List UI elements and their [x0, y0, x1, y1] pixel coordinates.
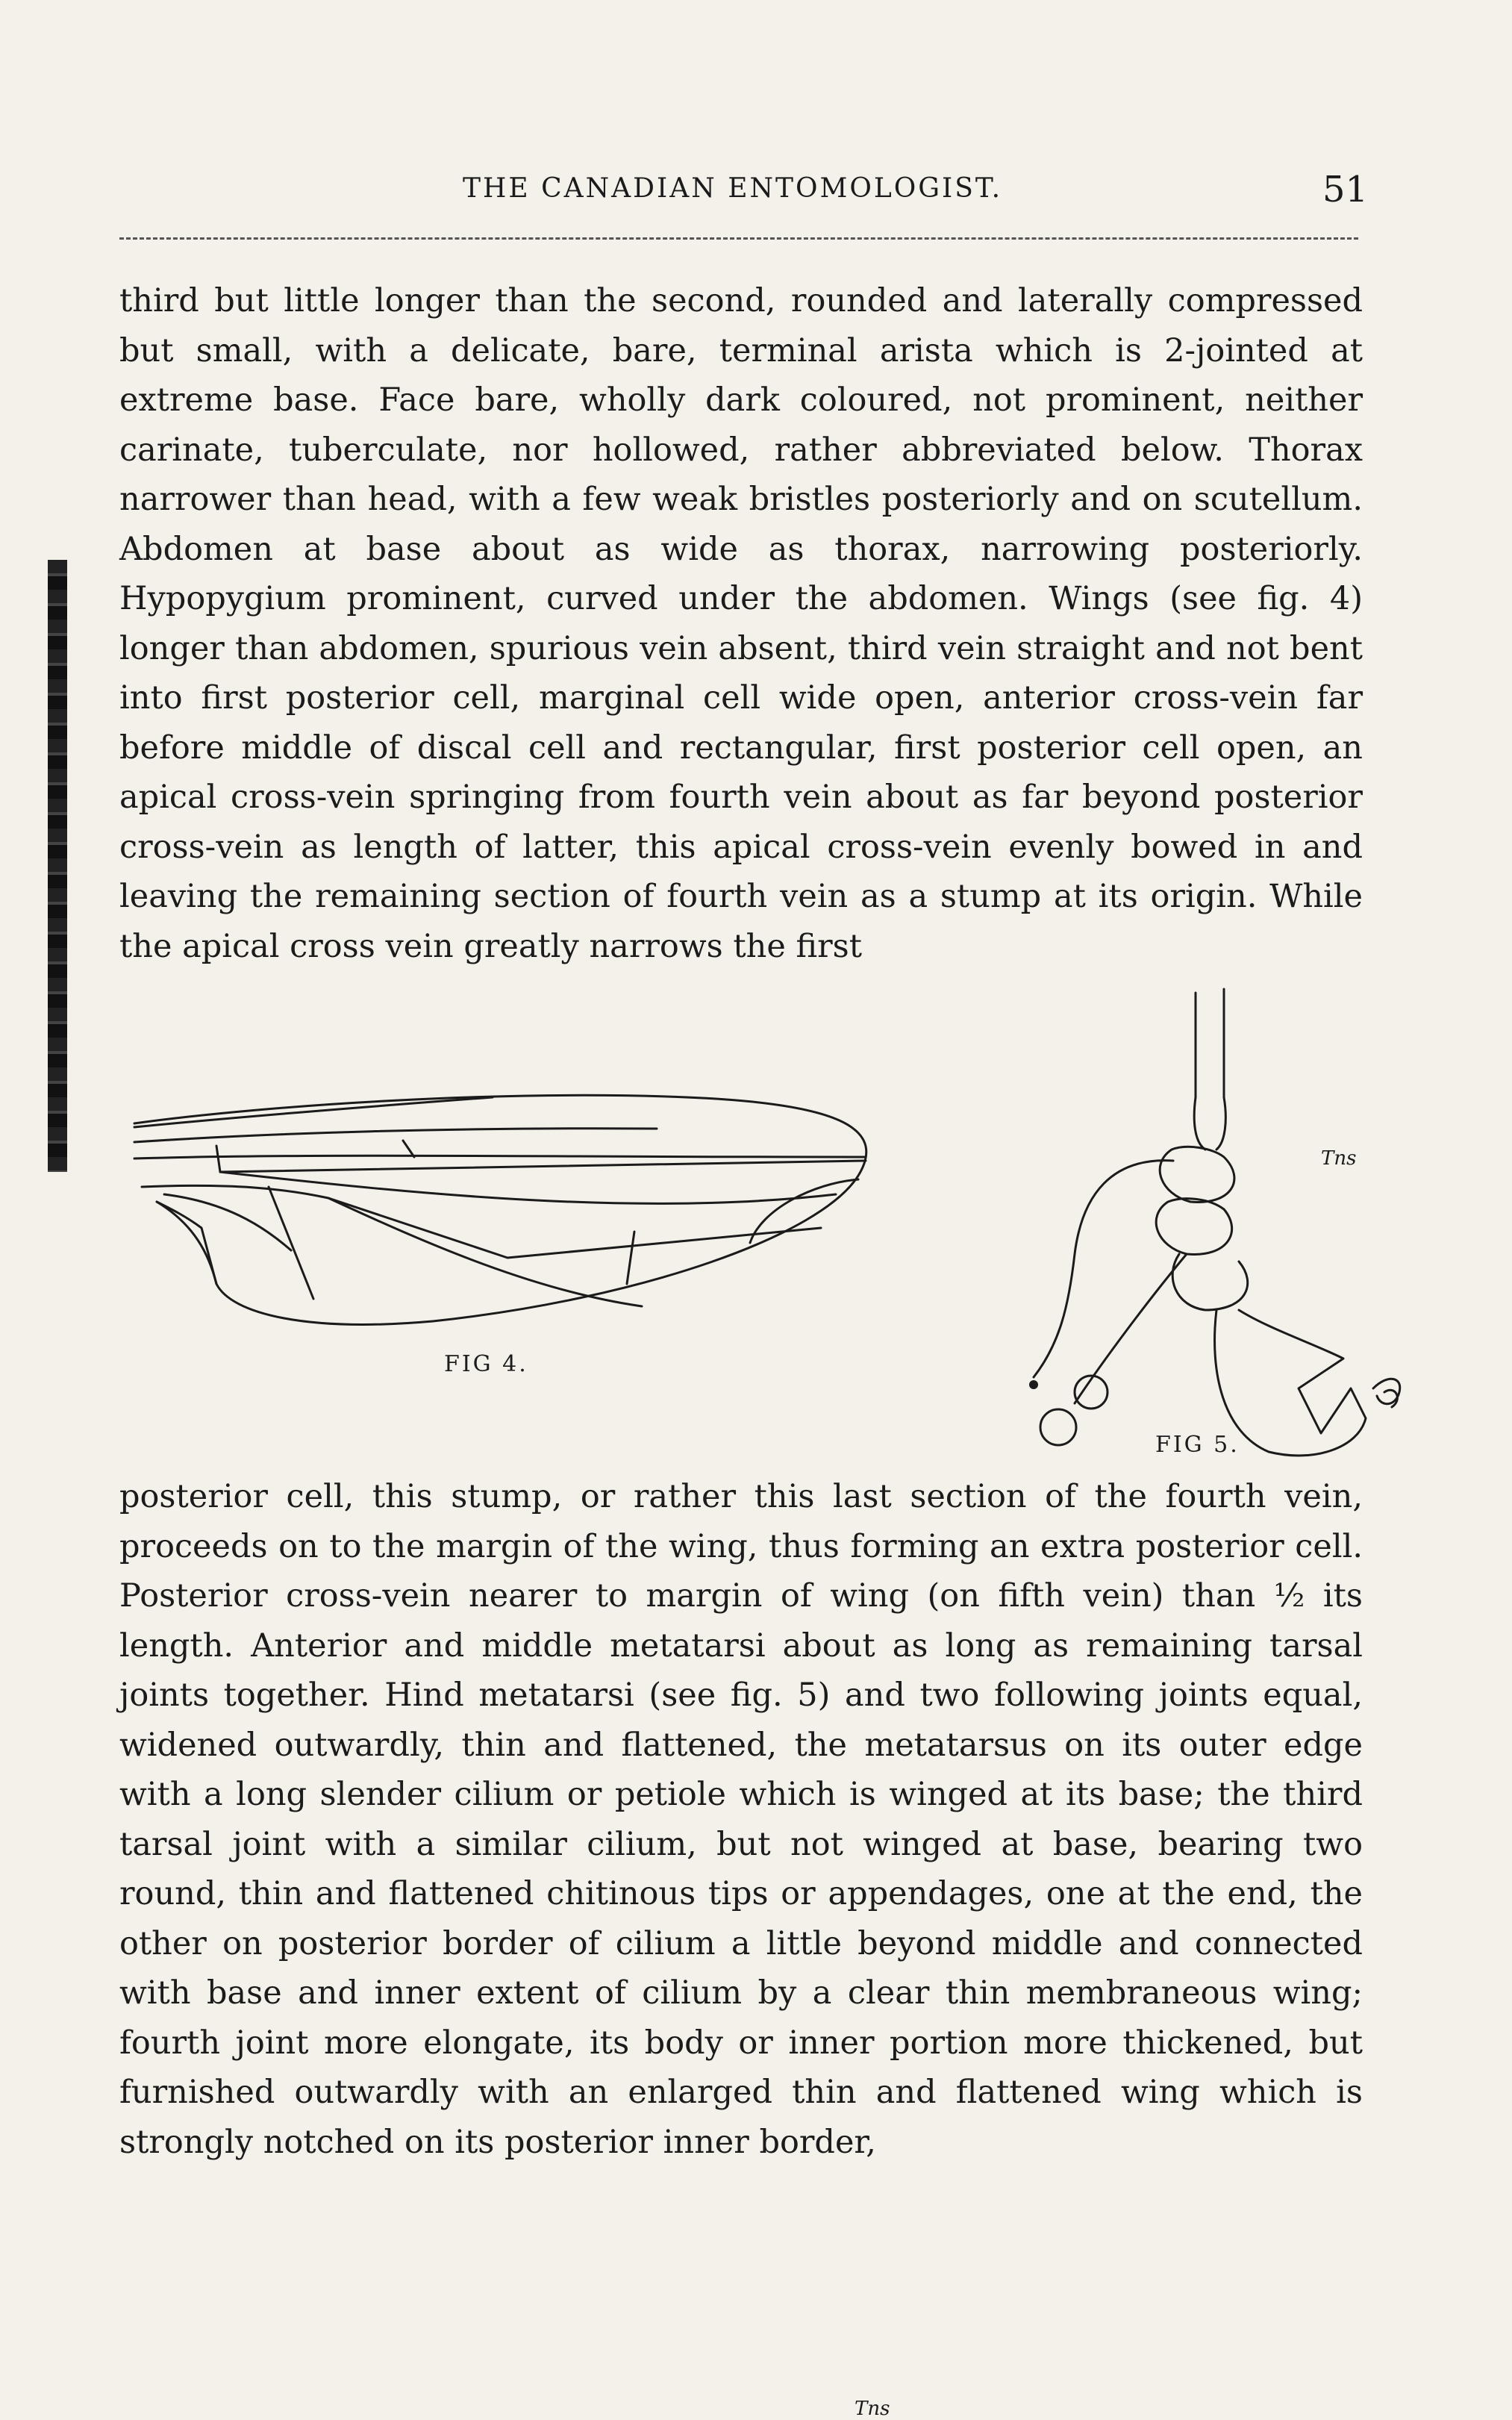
- figure-5-caption: FIG 5.: [1155, 1432, 1240, 1458]
- page-number: 51: [1322, 169, 1369, 210]
- journal-title: THE CANADIAN ENTOMOLOGIST.: [463, 173, 1003, 204]
- running-head: [0, 169, 1512, 218]
- scan-margin-mark: [48, 560, 67, 1172]
- figure-5-tarsus: [1000, 970, 1418, 1478]
- tarsus-drawing: [1000, 970, 1418, 1478]
- fig4-artist-signature: Tns: [855, 2398, 890, 2420]
- body-paragraph-bottom: posterior cell, this stump, or rather this last section of the fourth vein, proceeds on to the margin of the wing, thus forming an extra posterior cell. Posterior cross-vein nearer to margin of wing (on fifth vein) than ½ its length. Anterior and middle metatarsi about as long as remaining tarsal joints together. Hind metatarsi (see fig. 5) and two following joints equal, widened outwardly, thin and flattened, the metatarsus on its outer edge with a long slender cilium or petiole which is winged at its base; the third tarsal joint with a similar cilium, but not winged at base, bearing two round, thin and flattened chitinous tips or appendages, one at the end, the other on posterior border of cilium a little beyond middle and connected with base and inner extent of cilium by a clear thin membraneous wing; fourth joint more elongate, its body or inner portion more thickened, but furnished outwardly with an enlarged thin and flattened wing which is strongly notched on its posterior inner border,: [119, 1478, 1363, 2161]
- figure-4-caption: FIG 4.: [444, 1351, 528, 1377]
- header-rule: [119, 237, 1358, 240]
- body-paragraph-top: third but little longer than the second, rounded and laterally compressed but small, with a delicate, bare, terminal arista which is 2-jointed at extreme base. Face bare, wholly dark coloured, not prominent, neither carinate, tuberculate, nor hollowed, rather abbreviated below. Thorax narrower than head, with a few weak bristles posteriorly and on scutellum. Abdomen at base about as wide as thorax, narrowing posteriorly. Hypopygium prominent, curved under the abdomen. Wings (see fig. 4) longer than abdomen, spurious vein absent, third vein straight and not bent into first posterior cell, marginal cell wide open, anterior cross-vein far before middle of discal cell and rectangular, first posterior cell open, an apical cross-vein springing from fourth vein about as far beyond posterior cross-vein as length of latter, this apical cross-vein evenly bowed in and leaving the remaining section of fourth vein as a stump at its origin. While the apical cross vein greatly narrows the first: [119, 282, 1363, 965]
- fig5-artist-signature: Tns: [1321, 1147, 1357, 1170]
- wing-drawing: [119, 1075, 896, 1388]
